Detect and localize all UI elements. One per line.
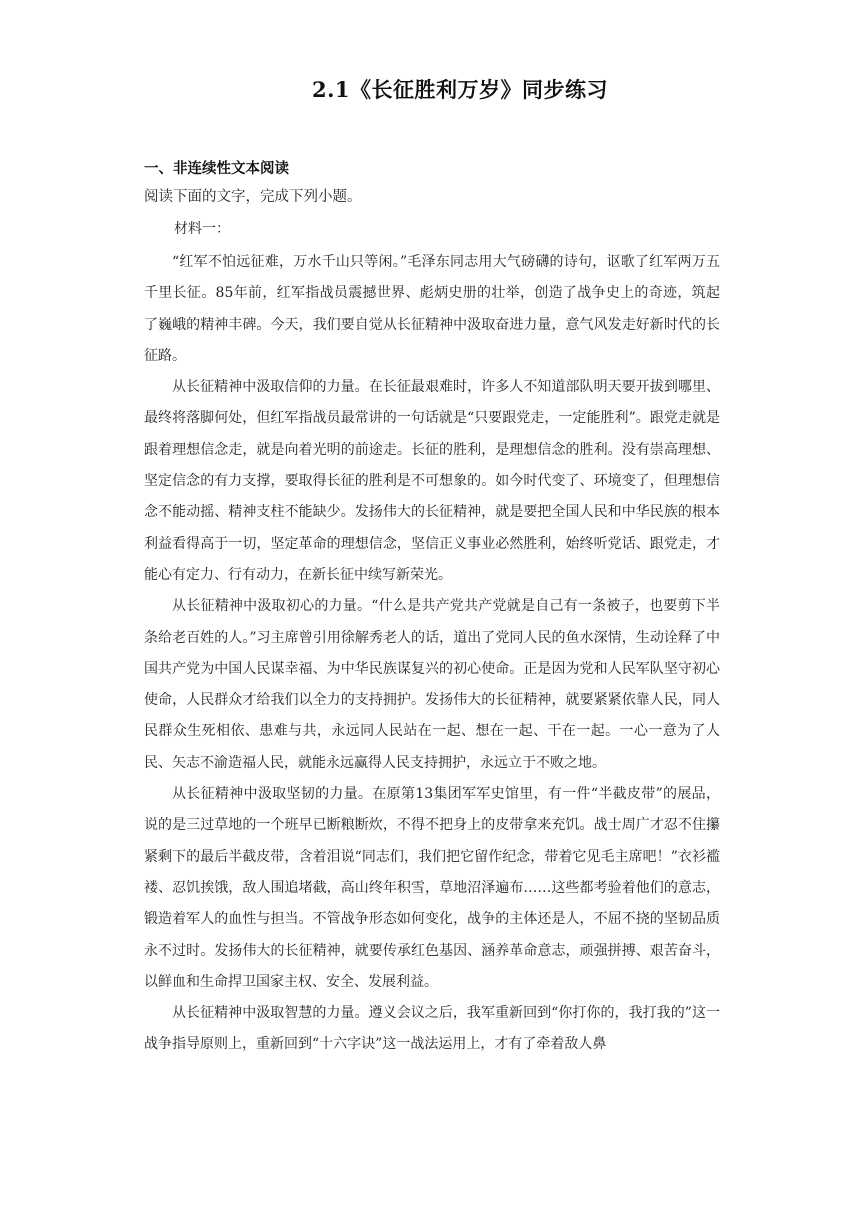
reading-instruction: 阅读下面的文字，完成下列小题。	[144, 189, 362, 205]
material-label: 材料一：	[174, 221, 230, 237]
paragraph: 从长征精神中汲取智慧的力量。遵义会议之后，我军重新回到“你打你的，我打我的”这一战争指导原则上，重新回到“十六字诀”这一战法运用上，才有了牵着敌人鼻	[144, 1005, 720, 1053]
section-heading: 一、非连续性文本阅读	[144, 160, 289, 177]
paragraph: 从长征精神中汲取初心的力量。“什么是共产党共产党就是自己有一条被子，也要剪下半条给老百姓的人。”习主席曾引用徐解秀老人的话，道出了党同人民的鱼水深情，生动诠释了中国共产党为中国人民谋幸福、为中华民族谋复兴的初心使命。正是因为党和人民军队坚守初心使命，人民群众才给我们以全力的支持拥护。发扬伟大的长征精神，就要紧紧依靠人民，同人民群众生死相依、患难与共，永远同人民站在一起、想在一起、干在一起。一心一意为了人民、矢志不渝造福人民，就能永远赢得人民支持拥护，永远立于不败之地。	[144, 598, 720, 771]
paragraph: “红军不怕远征难，万水千山只等闲。”毛泽东同志用大气磅礴的诗句，讴歌了红军两万五千里长征。85年前，红军指战员震撼世界、彪炳史册的壮举，创造了战争史上的奇迹，筑起了巍峨的精神丰碑。今天，我们要自觉从长征精神中汲取奋进力量，意气风发走好新时代的长征路。	[144, 254, 720, 364]
paragraph: 从长征精神中汲取坚韧的力量。在原第13集团军军史馆里，有一件“半截皮带”的展品，说的是三过草地的一个班早已断粮断炊，不得不把身上的皮带拿来充饥。战士周广才忍不住攥紧剩下的最后半截皮带，含着泪说“同志们，我们把它留作纪念，带着它见毛主席吧！”衣衫褴褛、忍饥挨饿，敌人围追堵截，高山终年积雪，草地沼泽遍布……这些都考验着他们的意志，锻造着军人的血性与担当。不管战争形态如何变化，战争的主体还是人，不屈不挠的坚韧品质永不过时。发扬伟大的长征精神，就要传承红色基因、涵养革命意志，顽强拼搏、艰苦奋斗，以鲜血和生命捍卫国家主权、安全、发展利益。	[144, 786, 720, 990]
paragraph: 从长征精神中汲取信仰的力量。在长征最艰难时，许多人不知道部队明天要开拔到哪里、最终将落脚何处，但红军指战员最常讲的一句话就是“只要跟党走，一定能胜利”。跟党走就是跟着理想信念走，就是向着光明的前途走。长征的胜利，是理想信念的胜利。没有崇高理想、坚定信念的有力支撑，要取得长征的胜利是不可想象的。如今时代变了、环境变了，但理想信念不能动摇、精神支柱不能缺少。发扬伟大的长征精神，就是要把全国人民和中华民族的根本利益看得高于一切，坚定革命的理想信念，坚信正义事业必然胜利，始终听党话、跟党走，才能心有定力、行有动力，在新长征中续写新荣光。	[144, 379, 720, 583]
article-body	[144, 247, 720, 1061]
document-title: 2.1《长征胜利万岁》同步练习	[311, 77, 609, 102]
